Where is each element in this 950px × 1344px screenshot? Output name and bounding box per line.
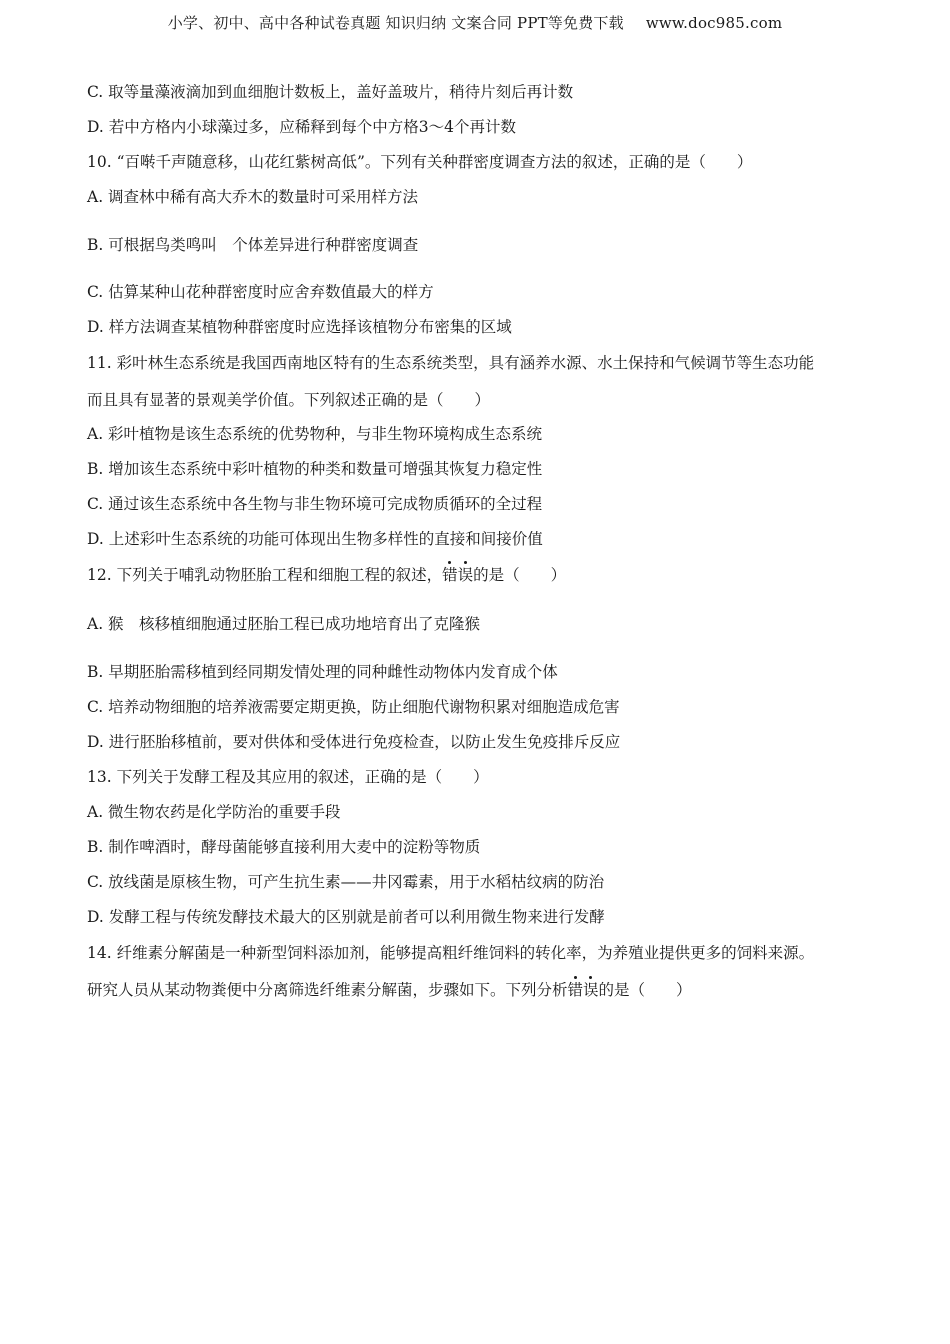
q10-option-d: D. 样方法调查某植物种群密度时应选择该植物分布密集的区域 <box>87 318 512 336</box>
q12-stem <box>87 565 566 585</box>
q9-option-c: C. 取等量藻液滴加到血细胞计数板上，盖好盖玻片，稍待片刻后再计数 <box>87 83 574 101</box>
q11-option-c: C. 通过该生态系统中各生物与非生物环境可完成物质循环的全过程 <box>87 495 543 513</box>
q11-option-a: A. 彩叶植物是该生态系统的优势物种，与非生物环境构成生态系统 <box>87 425 543 443</box>
q14-emphasis-char-2: 误 <box>583 981 599 999</box>
q12-option-c: C. 培养动物细胞的培养液需要定期更换，防止细胞代谢物积累对细胞造成危害 <box>87 698 620 716</box>
q12-stem-pre: 12. 下列关于哺乳动物胚胎工程和细胞工程的叙述， <box>87 566 443 584</box>
page-header <box>0 12 950 33</box>
q12-option-b: B. 早期胚胎需移植到经同期发情处理的同种雌性动物体内发育成个体 <box>87 663 558 681</box>
q11-stem-line2: 而且具有显著的景观美学价值。下列叙述正确的是（ ） <box>87 391 491 409</box>
q11-stem-line1: 11. 彩叶林生态系统是我国西南地区特有的生态系统类型，具有涵养水源、水土保持和气候调节等生态功能 <box>87 354 815 372</box>
q12-stem-post: 的是（ ） <box>473 566 567 584</box>
q10-stem: 10. “百啭千声随意移，山花红紫树高低”。下列有关种群密度调查方法的叙述，正确的是（ ） <box>87 153 753 171</box>
q11-option-d: D. 上述彩叶生态系统的功能可体现出生物多样性的直接和间接价值 <box>87 530 543 548</box>
q13-option-b: B. 制作啤酒时，酵母菌能够直接利用大麦中的淀粉等物质 <box>87 838 481 856</box>
q14-stem-line2 <box>87 980 692 1000</box>
q12-emphasis-char-2: 误 <box>457 566 474 584</box>
header-site-link[interactable]: www.doc985.com <box>645 14 783 32</box>
q13-stem: 13. 下列关于发酵工程及其应用的叙述，正确的是（ ） <box>87 768 489 786</box>
q13-option-c: C. 放线菌是原核生物，可产生抗生素——井冈霉素，用于水稻枯纹病的防治 <box>87 873 605 891</box>
q13-option-a: A. 微生物农药是化学防治的重要手段 <box>87 803 341 821</box>
q14-stem-post: 的是（ ） <box>598 981 692 999</box>
q14-emphasis-char-1: 错 <box>567 981 584 999</box>
q12-option-a: A. 猴 核移植细胞通过胚胎工程已成功地培育出了克隆猴 <box>87 615 481 633</box>
q9-option-d: D. 若中方格内小球藻过多，应稀释到每个中方格3～4个再计数 <box>87 118 516 136</box>
q12-option-d: D. 进行胚胎移植前，要对供体和受体进行免疫检查，以防止发生免疫排斥反应 <box>87 733 621 751</box>
q13-option-d: D. 发酵工程与传统发酵技术最大的区别就是前者可以利用微生物来进行发酵 <box>87 908 605 926</box>
q11-option-b: B. 增加该生态系统中彩叶植物的种类和数量可增强其恢复力稳定性 <box>87 460 543 478</box>
q10-option-a: A. 调查林中稀有高大乔木的数量时可采用样方法 <box>87 188 419 206</box>
q10-option-b: B. 可根据鸟类鸣叫 个体差异进行种群密度调查 <box>87 236 419 254</box>
q14-stem-pre: 研究人员从某动物粪便中分离筛选纤维素分解菌，步骤如下。下列分析 <box>87 981 568 999</box>
q10-option-c: C. 估算某种山花种群密度时应舍弃数值最大的样方 <box>87 283 434 301</box>
q14-stem-line1: 14. 纤维素分解菌是一种新型饲料添加剂，能够提高粗纤维饲料的转化率，为养殖业提供更多的饲料来源。 <box>87 944 815 962</box>
header-text: 小学、初中、高中各种试卷真题 知识归纳 文案合同 PPT等免费下载 <box>167 14 624 32</box>
q12-emphasis-char-1: 错 <box>442 566 458 584</box>
